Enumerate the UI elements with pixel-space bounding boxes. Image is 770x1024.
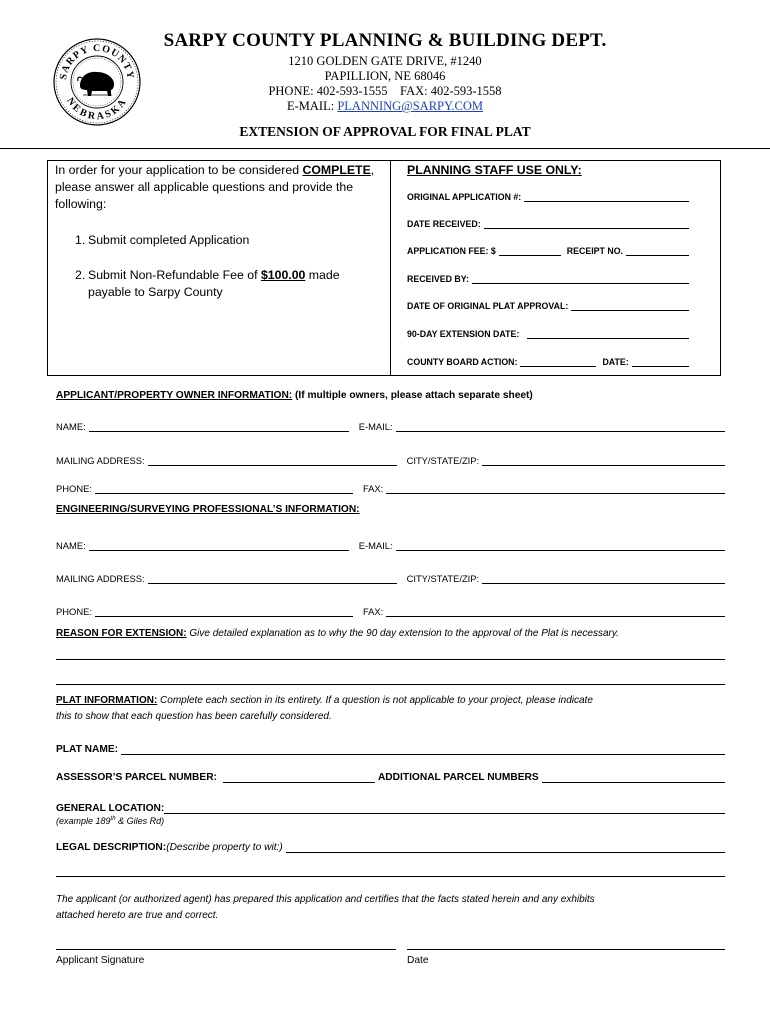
field-line[interactable] [527, 329, 689, 339]
engineer-name-field[interactable] [89, 541, 349, 551]
applicant-heading [56, 390, 533, 401]
board-action-line[interactable] [520, 357, 596, 367]
applicant-name-field[interactable] [89, 422, 349, 432]
county-board-action-field[interactable] [407, 353, 689, 367]
applicant-name-email-row [56, 419, 725, 432]
header-divider [0, 148, 770, 149]
field-label: COUNTY BOARD ACTION: [407, 357, 518, 367]
item-number: 2. [75, 268, 86, 282]
date-signature-line[interactable] [407, 949, 725, 950]
instruction-item-1 [75, 232, 375, 249]
phone-fax-line: PHONE: 402-593-1555 FAX: 402-593-1558 [268, 84, 502, 98]
city-state-zip-label: CITY/STATE/ZIP: [406, 455, 480, 466]
plat-instruction-line-2: this to show that each question has been carefully considered. [56, 711, 332, 722]
field-line[interactable] [484, 219, 689, 229]
plat-name-label: PLAT NAME: [56, 744, 119, 755]
applicant-email-field[interactable] [396, 422, 725, 432]
plat-name-field[interactable] [121, 744, 725, 755]
original-plat-approval-field[interactable] [407, 297, 689, 311]
instructions-intro [55, 162, 385, 213]
engineer-city-state-zip-field[interactable] [482, 574, 725, 584]
plat-instruction-line-1: Complete each section in its entirety. If a question is not applicable to your project, please indicate [157, 695, 593, 706]
form-title: EXTENSION OF APPROVAL FOR FINAL PLAT [239, 124, 531, 139]
receipt-line[interactable] [626, 246, 689, 256]
general-location-row [56, 800, 725, 814]
received-by-field[interactable] [407, 270, 689, 284]
name-label: NAME: [56, 540, 86, 551]
reason-label: REASON FOR EXTENSION: [56, 628, 187, 639]
field-label: DATE OF ORIGINAL PLAT APPROVAL: [407, 301, 569, 311]
engineer-phone-field[interactable] [95, 607, 353, 617]
certification-line-1: The applicant (or authorized agent) has prepared this application and certifies that the facts stated herein and any exhibits [56, 894, 595, 905]
plat-label: PLAT INFORMATION: [56, 695, 158, 706]
assessor-parcel-field[interactable] [223, 772, 375, 783]
field-line[interactable] [571, 301, 689, 311]
instruction-box-divider [390, 160, 391, 376]
applicant-city-state-zip-field[interactable] [482, 456, 725, 466]
mailing-address-label: MAILING ADDRESS: [56, 455, 145, 466]
certification-text [56, 892, 746, 924]
intro-text-after: , please answer all applicable questions and provide the following: [55, 163, 375, 211]
reason-line-2[interactable] [56, 684, 725, 685]
applicant-signature-label: Applicant Signature [56, 955, 145, 966]
receipt-label: RECEIPT NO. [566, 246, 624, 256]
example-superscript: th [110, 816, 116, 822]
field-label: ORIGINAL APPLICATION #: [407, 192, 522, 202]
date-line[interactable] [632, 357, 689, 367]
applicant-signature-line[interactable] [56, 949, 396, 950]
fax-label: FAX: [362, 606, 384, 617]
reason-instruction: Give detailed explanation as to why the 90 day extension to the approval of the Plat is necessary. [186, 628, 619, 639]
field-label: APPLICATION FEE: $ [407, 246, 496, 256]
phone-label: PHONE: [56, 606, 92, 617]
extension-date-field[interactable] [407, 325, 689, 339]
legal-description-row [56, 839, 725, 853]
seal-bottom-text: NEBRASKA [64, 95, 130, 123]
general-location-label: GENERAL LOCATION: [56, 803, 165, 814]
assessor-parcel-label: ASSESSOR’S PARCEL NUMBER: [56, 772, 217, 783]
general-location-field[interactable] [164, 803, 725, 814]
additional-parcels-field[interactable] [542, 772, 725, 783]
engineer-fax-field[interactable] [386, 607, 725, 617]
bison-icon [78, 72, 114, 96]
applicant-address-field[interactable] [148, 456, 397, 466]
example-text: (example 189 [56, 816, 111, 826]
seal-top-text: SARPY COUNTY [58, 42, 137, 81]
applicant-phone-field[interactable] [95, 484, 353, 494]
field-line[interactable] [524, 192, 689, 202]
item-number: 1. [75, 233, 86, 247]
county-seal-logo [52, 34, 142, 130]
field-line[interactable] [472, 274, 689, 284]
item-text-after: made [305, 268, 340, 282]
engineer-address-row [56, 571, 725, 584]
staff-use-title: PLANNING STAFF USE ONLY: [407, 163, 582, 177]
name-label: NAME: [56, 421, 86, 432]
legal-description-note: (Describe property to wit:) [166, 842, 283, 853]
date-label: DATE: [602, 357, 629, 367]
applicant-heading-note: (If multiple owners, please attach separate sheet) [292, 390, 533, 401]
item-text-continued: payable to Sarpy County [88, 285, 223, 299]
engineer-address-field[interactable] [148, 574, 397, 584]
legal-description-field[interactable] [286, 842, 725, 853]
email-label: E-MAIL: [358, 421, 393, 432]
legal-description-label: LEGAL DESCRIPTION: [56, 842, 167, 853]
email-line [150, 99, 620, 114]
field-label: DATE RECEIVED: [407, 219, 481, 229]
parcel-number-row [56, 769, 725, 783]
applicant-phone-fax-row [56, 481, 725, 494]
email-label: E-MAIL: [286, 99, 338, 113]
applicant-fax-field[interactable] [386, 484, 725, 494]
item-text: Submit Non-Refundable Fee of [88, 268, 261, 282]
application-fee-field[interactable] [407, 242, 689, 256]
general-location-example [56, 816, 164, 826]
item-text: Submit completed Application [88, 233, 250, 247]
original-application-field[interactable] [407, 188, 689, 202]
email-link[interactable]: PLANNING@SARPY.COM [337, 99, 484, 113]
fee-line[interactable] [499, 246, 561, 256]
city-line: PAPILLION, NE 68046 [324, 69, 446, 83]
phone-label: PHONE: [56, 483, 92, 494]
engineer-heading [56, 504, 360, 515]
city-state-zip-label: CITY/STATE/ZIP: [406, 573, 480, 584]
engineer-email-field[interactable] [396, 541, 725, 551]
additional-parcels-label: ADDITIONAL PARCEL NUMBERS [377, 772, 539, 783]
legal-description-line-2[interactable] [56, 876, 725, 877]
engineer-heading-label: ENGINEERING/SURVEYING PROFESSIONAL’S INFORMATION: [56, 504, 360, 515]
certification-line-2: attached hereto are true and correct. [56, 910, 219, 921]
intro-text-before: In order for your application to be considered [55, 163, 303, 177]
applicant-heading-label: APPLICANT/PROPERTY OWNER INFORMATION: [56, 390, 293, 401]
engineer-phone-fax-row [56, 604, 725, 617]
reason-heading [56, 626, 736, 642]
instruction-item-2 [75, 267, 375, 301]
signature-date-label: Date [407, 955, 429, 966]
fax-label: FAX: [362, 483, 384, 494]
plat-name-row [56, 741, 725, 755]
intro-complete-emphasis: COMPLETE [302, 163, 371, 177]
mailing-address-label: MAILING ADDRESS: [56, 573, 145, 584]
email-label: E-MAIL: [358, 540, 393, 551]
date-received-field[interactable] [407, 215, 689, 229]
fee-amount: $100.00 [260, 268, 306, 282]
example-text-after: & Giles Rd) [115, 816, 165, 826]
field-label: 90-DAY EXTENSION DATE: [407, 329, 520, 339]
reason-line-1[interactable] [56, 659, 725, 660]
applicant-address-row [56, 453, 725, 466]
engineer-name-email-row [56, 538, 725, 551]
field-label: RECEIVED BY: [407, 274, 469, 284]
plat-heading [56, 693, 736, 725]
department-title: SARPY COUNTY PLANNING & BUILDING DEPT. [163, 30, 607, 51]
address-line: 1210 GOLDEN GATE DRIVE, #1240 [288, 54, 482, 68]
